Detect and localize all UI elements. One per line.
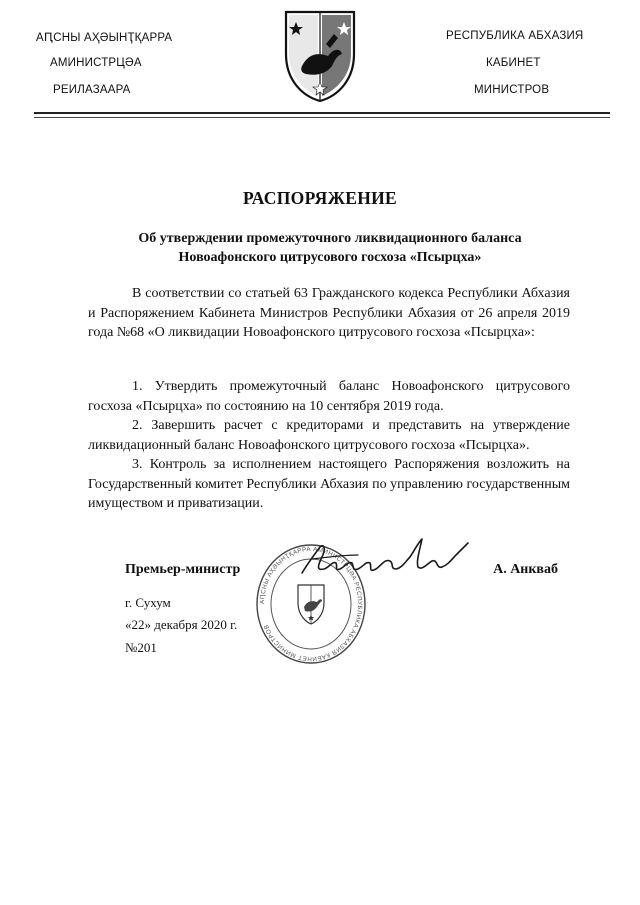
- document-city: г. Сухум: [125, 595, 171, 610]
- header-left-line-2: АМИНИСТРЦӘА: [50, 57, 142, 69]
- header-divider-thick: [34, 112, 610, 114]
- header-right-line-3: МИНИСТРОВ: [474, 84, 550, 96]
- signatory-role: Премьер-министр: [125, 562, 241, 577]
- header-left-line-3: РЕИЛАЗААРА: [53, 84, 131, 96]
- document-number: №201: [125, 640, 157, 655]
- item-1: 1. Утвердить промежуточный баланс Новоафонского цитрусового госхоза «Псырцха» по состоянию на 10 сентября 2019 года.: [88, 379, 570, 414]
- document-subject: [60, 229, 600, 267]
- header-right-line-1: РЕСПУБЛИКА АБХАЗИЯ: [446, 30, 584, 42]
- signatory-name: А. Анкваб: [493, 562, 558, 577]
- seal-ring-text: АԤСНЫ АҲӘЫНҬҚАРРА АМИНИСТРЦӘА РЕСПУБЛИКА АБХАЗИЯ КАБИНЕТ МИНИСТРОВ: [258, 545, 364, 663]
- handwritten-signature: [298, 533, 474, 585]
- item-2: 2. Завершить расчет с кредиторами и представить на утверждение ликвидационный баланс Новоафонского цитрусового госхоза «Псырцха».: [88, 418, 570, 453]
- document-date: «22» декабря 2020 г.: [125, 617, 238, 632]
- abkhazia-coat-of-arms-icon: [282, 8, 358, 104]
- subject-line-2: Новоафонского цитрусового госхоза «Псырцха»: [178, 250, 482, 265]
- item-3: 3. Контроль за исполнением настоящего Распоряжения возложить на Государственный комитет Республики Абхазия по управлению государственным имуществом и приватизации.: [88, 457, 570, 511]
- subject-line-1: Об утверждении промежуточного ликвидационного баланса: [138, 231, 522, 246]
- document-title: РАСПОРЯЖЕНИЕ: [242, 188, 397, 208]
- header-divider-thin: [34, 117, 610, 118]
- intro-paragraph: В соответствии со статьей 63 Гражданского кодекса Республики Абхазия и Распоряжением Кабинета Министров Республики Абхазия от 26 апреля 2019 года №68 «О ликвидации Новоафонского цитрусового госхоза «Псырцха»:: [88, 286, 570, 340]
- header-right-line-2: КАБИНЕТ: [486, 57, 541, 69]
- header-left-line-1: АԤСНЫ АҲӘЫНҬҚАРРА: [36, 32, 173, 44]
